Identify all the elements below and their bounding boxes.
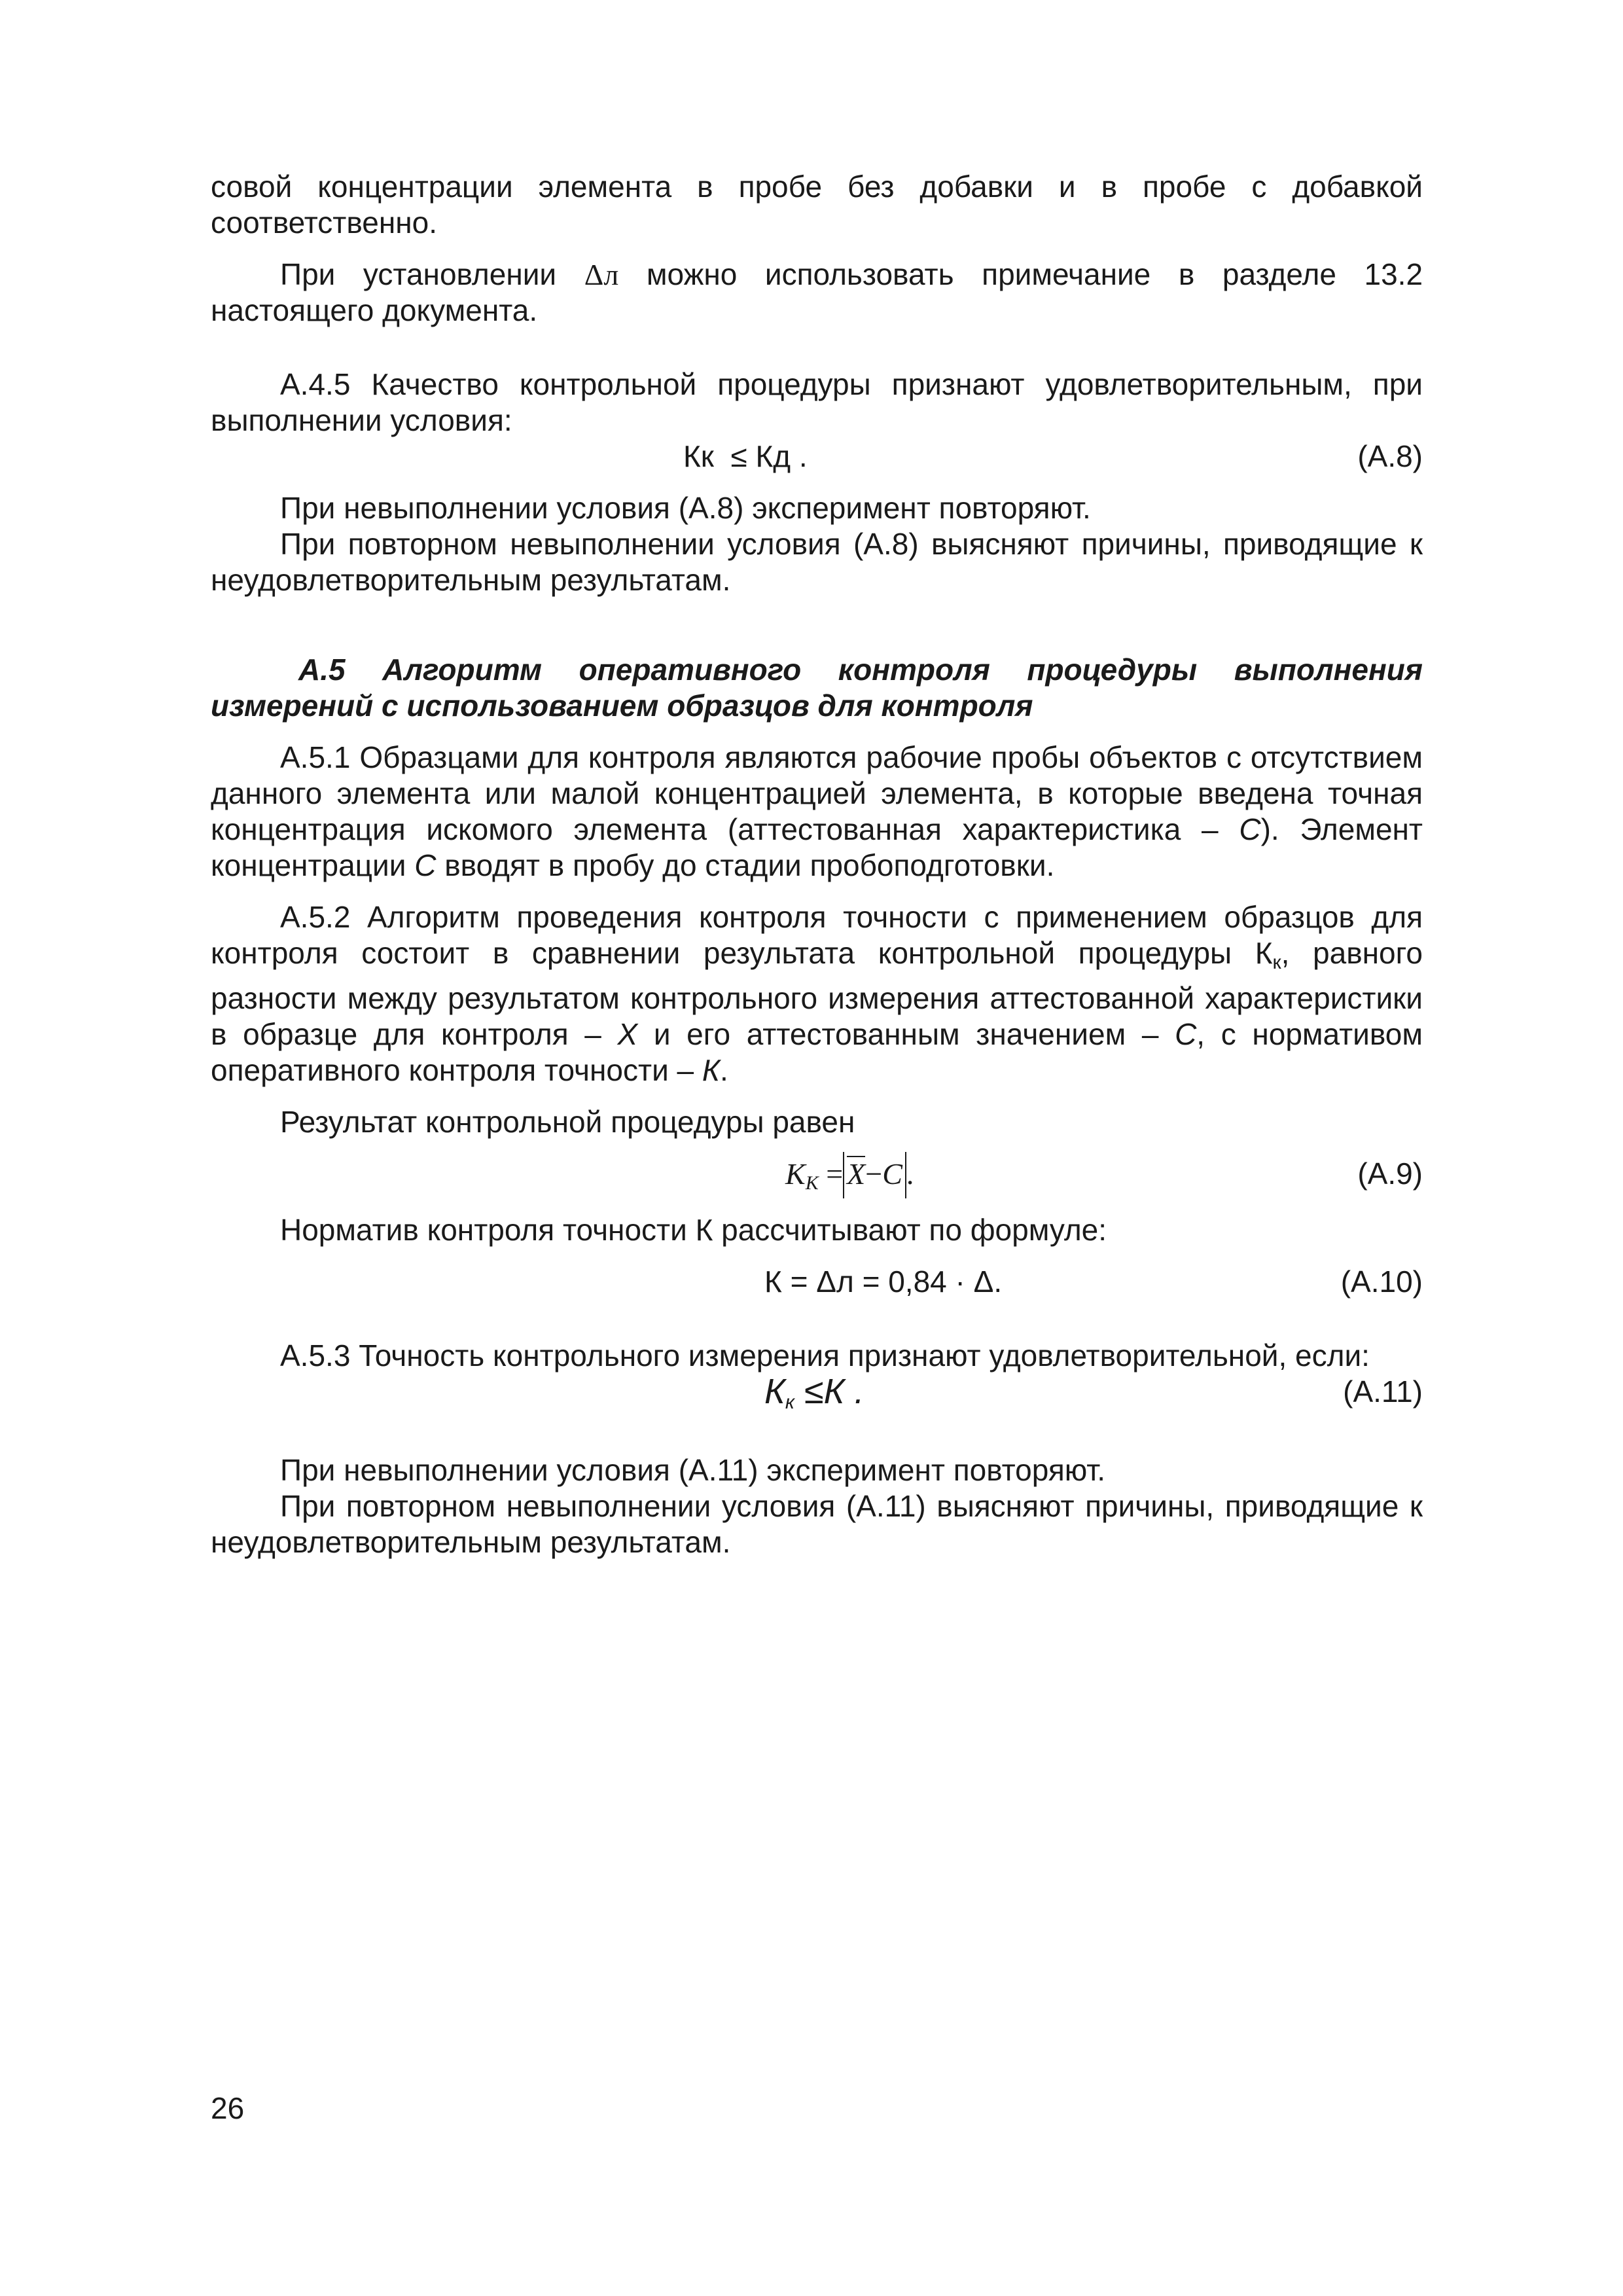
- paragraph-text: можно использовать примечание в разделе 13.2 настоящего документа.: [211, 257, 1423, 327]
- absolute-value: [843, 1156, 906, 1192]
- document-body: [211, 169, 1423, 1560]
- delta-symbol: Δл: [584, 258, 619, 291]
- paragraph-fail-4: При повторном невыполнении условия (А.11) выясняют причины, приводящие к неудовлетворительным результатам.: [211, 1489, 1423, 1559]
- eq-operator: ≤: [804, 1372, 824, 1411]
- equation-number: (А.11): [1343, 1374, 1423, 1408]
- clause-a45: А.4.5 Качество контрольной процедуры признают удовлетворительным, при выполнении условия:: [211, 367, 1423, 437]
- equation-a8-body: [683, 439, 808, 475]
- equation-a11: [211, 1374, 1423, 1414]
- equation-a11-body: [764, 1374, 865, 1420]
- eq-k: K: [785, 1157, 806, 1191]
- equation-number: (А.8): [1357, 439, 1423, 473]
- symbol-x: Х: [617, 1017, 638, 1051]
- paragraph-fail-2: При повторном невыполнении условия (А.8) выясняют причины, приводящие к неудовлетворительным результатам.: [211, 527, 1423, 597]
- heading-word: оперативного: [579, 653, 802, 687]
- text: ). Элемент концентрации: [211, 812, 1423, 882]
- eq-c: C: [882, 1157, 902, 1191]
- clause-a53: А.5.3 Точность контрольного измерения признают удовлетворительной, если:: [280, 1338, 1370, 1372]
- paragraph-fail-3: При невыполнении условия (А.11) эксперимент повторяют.: [280, 1453, 1105, 1487]
- text: и его аттестованным значением –: [653, 1017, 1159, 1051]
- heading-line-1: [211, 652, 1423, 688]
- equation-a9: [211, 1156, 1423, 1196]
- subscript: к: [785, 1391, 794, 1413]
- page-number: 26: [211, 2091, 245, 2125]
- paragraph-continuation: совой концентрации элемента в пробе без добавки и в пробе с добавкой соответственно.: [211, 170, 1423, 240]
- paragraph-delta-note: [211, 257, 1423, 329]
- heading-word: Алгоритм: [382, 653, 543, 687]
- equation-number: (А.10): [1340, 1265, 1423, 1299]
- equation-a10-body: К = Δл = 0,84 · Δ.: [764, 1265, 1003, 1299]
- equation-a8: [211, 439, 1423, 475]
- eq-minus: −: [865, 1157, 883, 1191]
- symbol-c: С: [1175, 1017, 1197, 1051]
- paragraph-fail-1: При невыполнении условия (А.8) эксперимент повторяют.: [280, 491, 1091, 525]
- text: , равного разности между результатом контрольного измерения аттестованной характеристики в образце для контроля –: [211, 936, 1423, 1051]
- equation-a9-body: [785, 1156, 914, 1201]
- subscript: к: [1272, 952, 1281, 973]
- eq-rhs: К .: [823, 1372, 865, 1411]
- eq-k: К: [764, 1372, 785, 1411]
- equation-a10: [211, 1264, 1423, 1300]
- eq-x-bar: X: [847, 1157, 866, 1191]
- heading-word: А.5: [298, 653, 346, 687]
- norm-intro: Норматив контроля точности К рассчитывают по формуле:: [280, 1213, 1107, 1247]
- clause-a51: [211, 740, 1423, 884]
- text: .: [720, 1053, 728, 1087]
- eq-equals: =: [826, 1157, 844, 1191]
- text: , с нормативом оперативного контроля точности –: [211, 1017, 1423, 1087]
- symbol-k: К: [702, 1053, 721, 1087]
- equation-number: (А.9): [1357, 1157, 1423, 1191]
- heading-word: процедуры: [1027, 653, 1198, 687]
- text: А.5.1 Образцами для контроля являются рабочие пробы объектов с отсутствием данного элемента или малой концентрацией элемента, в которые введена точная концентрация искомого элемента (аттестованная характеристика –: [211, 740, 1423, 846]
- symbol-c: С: [414, 848, 437, 882]
- text: А.5.2 Алгоритм проведения контроля точности с применением образцов для контроля состоит в сравнении результата контрольной процедуры К: [211, 900, 1423, 970]
- paragraph-text: При установлении: [280, 257, 557, 291]
- section-heading-a5: [211, 652, 1423, 724]
- heading-word: контроля: [838, 653, 990, 687]
- eq-lhs: Кк: [683, 439, 714, 473]
- heading-word: выполнения: [1234, 653, 1423, 687]
- text: вводят в пробу до стадии пробоподготовки.: [444, 848, 1055, 882]
- heading-line-2: измерений с использованием образцов для контроля: [211, 689, 1033, 723]
- subscript: K: [805, 1172, 819, 1194]
- symbol-c: С: [1239, 812, 1261, 846]
- eq-end: .: [906, 1157, 914, 1191]
- eq-rhs: Кд .: [755, 439, 808, 473]
- eq-operator: ≤: [730, 439, 747, 473]
- clause-a52: [211, 899, 1423, 1088]
- result-intro: Результат контрольной процедуры равен: [280, 1105, 855, 1139]
